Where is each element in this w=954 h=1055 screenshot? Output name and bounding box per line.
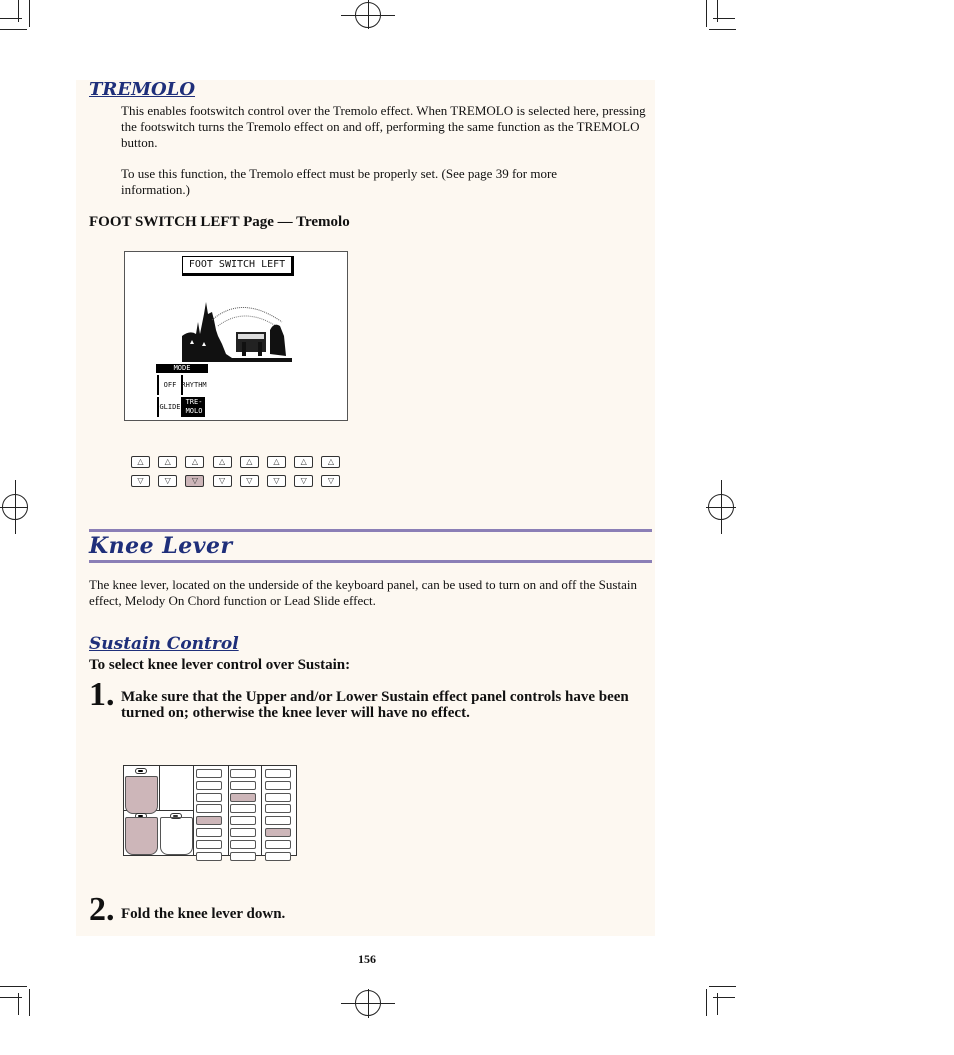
triangle-up-icon: △ (191, 457, 198, 466)
mode-glide-button[interactable] (157, 397, 181, 417)
triangle-up-icon: △ (137, 457, 144, 466)
page-number: 156 (358, 952, 376, 966)
sustain-heading: Sustain Control (89, 634, 239, 654)
down-arrow-button-6[interactable] (267, 475, 286, 487)
mode-label: MODE (156, 364, 208, 373)
knee-lever-intro: The knee lever, located on the underside of the keyboard panel, can be used to turn on and off the Sustain effect, Melody On Chord function or Lead Slide effect. (89, 577, 637, 608)
panel-button-c1-r3[interactable] (196, 793, 222, 802)
panel-button-c2-r6[interactable] (230, 828, 256, 837)
triangle-up-icon: △ (219, 457, 226, 466)
panel-button-c2-r5[interactable] (230, 816, 256, 825)
panel-button-c3-r4[interactable] (265, 804, 291, 813)
panel-button-c1-r4[interactable] (196, 804, 222, 813)
upper-sustain-led (135, 768, 147, 774)
other-tab[interactable] (160, 817, 193, 855)
panel-button-c2-r8[interactable] (230, 852, 256, 861)
up-arrow-button-7[interactable] (294, 456, 313, 468)
panel-button-c1-r7[interactable] (196, 840, 222, 849)
triangle-down-icon: ▽ (219, 476, 226, 485)
triangle-up-icon: △ (300, 457, 307, 466)
panel-button-c1-r8[interactable] (196, 852, 222, 861)
tremolo-subheading: FOOT SWITCH LEFT Page — Tremolo (89, 214, 350, 230)
down-arrow-button-7[interactable] (294, 475, 313, 487)
lcd-screen (124, 251, 348, 421)
triangle-down-icon: ▽ (246, 476, 253, 485)
mode-tremolo-label: TRE- MOLO (185, 398, 203, 415)
step-2-text: Fold the knee lever down. (121, 906, 286, 922)
sustain-panel-diagram (123, 765, 297, 856)
panel-button-c2-r3[interactable] (230, 793, 256, 802)
panel-button-c3-r1[interactable] (265, 769, 291, 778)
panel-button-c1-r2[interactable] (196, 781, 222, 790)
up-arrow-button-2[interactable] (158, 456, 177, 468)
panel-button-c2-r1[interactable] (230, 769, 256, 778)
triangle-up-icon: △ (327, 457, 334, 466)
mode-off-button[interactable] (157, 375, 181, 395)
triangle-down-icon: ▽ (327, 476, 334, 485)
up-arrow-button-5[interactable] (240, 456, 259, 468)
sustain-instruction: To select knee lever control over Sustain: (89, 657, 351, 673)
triangle-up-icon: △ (246, 457, 253, 466)
step-1-number: 1. (89, 676, 115, 713)
down-arrow-button-8[interactable] (321, 475, 340, 487)
knee-lever-rule-top (89, 529, 652, 532)
knee-lever-rule-bottom (89, 560, 652, 563)
tremolo-heading: TREMOLO (89, 79, 196, 100)
organ-castle-illustration (182, 300, 294, 364)
mode-glide-label: GLIDE (159, 402, 181, 411)
panel-button-c1-r5[interactable] (196, 816, 222, 825)
knee-lever-heading: Knee Lever (89, 533, 233, 559)
mode-rhythm-label: RHYTHM (181, 380, 207, 389)
triangle-down-icon: ▽ (137, 476, 144, 485)
panel-button-c1-r6[interactable] (196, 828, 222, 837)
up-arrow-button-1[interactable] (131, 456, 150, 468)
up-arrow-button-6[interactable] (267, 456, 286, 468)
mode-off-label: OFF (163, 380, 177, 389)
triangle-down-icon: ▽ (191, 476, 198, 485)
triangle-down-icon: ▽ (273, 476, 280, 485)
down-arrow-button-1[interactable] (131, 475, 150, 487)
step-2-number: 2. (89, 891, 115, 928)
step-1-text: Make sure that the Upper and/or Lower Sustain effect panel controls have been turned on; otherwise the knee lever will have no effect. (121, 689, 629, 721)
triangle-up-icon: △ (273, 457, 280, 466)
mode-tremolo-button[interactable] (181, 397, 205, 417)
triangle-up-icon: △ (164, 457, 171, 466)
down-arrow-button-3[interactable] (185, 475, 204, 487)
panel-button-c2-r4[interactable] (230, 804, 256, 813)
panel-button-c3-r7[interactable] (265, 840, 291, 849)
down-arrow-button-4[interactable] (213, 475, 232, 487)
triangle-down-icon: ▽ (164, 476, 171, 485)
lower-sustain-tab[interactable] (125, 817, 158, 855)
panel-button-c3-r6[interactable] (265, 828, 291, 837)
tremolo-paragraph-1: This enables footswitch control over the Tremolo effect. When TREMOLO is selected here, pressing the footswitch turns the Tremolo effect on and off, performing the same function as the TREMOLO button. (121, 103, 646, 150)
panel-button-c3-r2[interactable] (265, 781, 291, 790)
panel-button-c1-r1[interactable] (196, 769, 222, 778)
panel-button-c2-r2[interactable] (230, 781, 256, 790)
tremolo-paragraph-2: To use this function, the Tremolo effect must be properly set. (See page 39 for more information.) (121, 166, 558, 197)
up-arrow-button-3[interactable] (185, 456, 204, 468)
down-arrow-button-5[interactable] (240, 475, 259, 487)
up-arrow-button-4[interactable] (213, 456, 232, 468)
mode-rhythm-button[interactable] (181, 375, 205, 395)
panel-button-c3-r5[interactable] (265, 816, 291, 825)
panel-button-c3-r8[interactable] (265, 852, 291, 861)
panel-button-c3-r3[interactable] (265, 793, 291, 802)
up-arrow-button-8[interactable] (321, 456, 340, 468)
triangle-down-icon: ▽ (300, 476, 307, 485)
panel-button-c2-r7[interactable] (230, 840, 256, 849)
lcd-title: FOOT SWITCH LEFT (182, 256, 294, 276)
upper-sustain-tab[interactable] (125, 776, 158, 814)
down-arrow-button-2[interactable] (158, 475, 177, 487)
